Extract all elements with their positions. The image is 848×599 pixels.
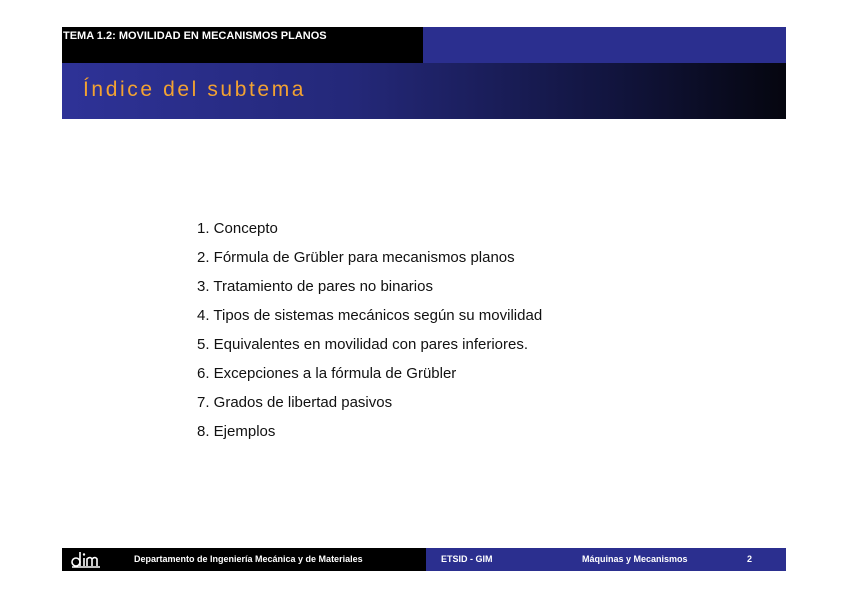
toc-item: 1. Concepto [197,220,278,237]
toc-item: 5. Equivalentes en movilidad con pares inferiores. [197,336,529,353]
header-bar-blue [423,27,786,63]
toc-item: 4. Tipos de sistemas mecánicos según su movilidad [197,307,543,324]
dimm-logo-icon [70,550,102,569]
footer-department: Departamento de Ingeniería Mecánica y de Materiales [134,554,363,564]
toc-item: 8. Ejemplos [197,423,276,440]
toc-item: 6. Excepciones a la fórmula de Grübler [197,365,457,382]
table-of-contents [197,218,542,450]
toc-item: 2. Fórmula de Grübler para mecanismos planos [197,249,515,266]
page-number: 2 [747,554,753,564]
course-label: TEMA 1.2: MOVILIDAD EN MECANISMOS PLANOS [63,30,327,42]
toc-item: 7. Grados de libertad pasivos [197,394,393,411]
slide-title: Índice del subtema [83,78,307,101]
toc-item: 3. Tratamiento de pares no binarios [197,278,433,295]
footer-school: ETSID - GIM [441,554,493,564]
footer-subject: Máquinas y Mecanismos [582,554,688,564]
